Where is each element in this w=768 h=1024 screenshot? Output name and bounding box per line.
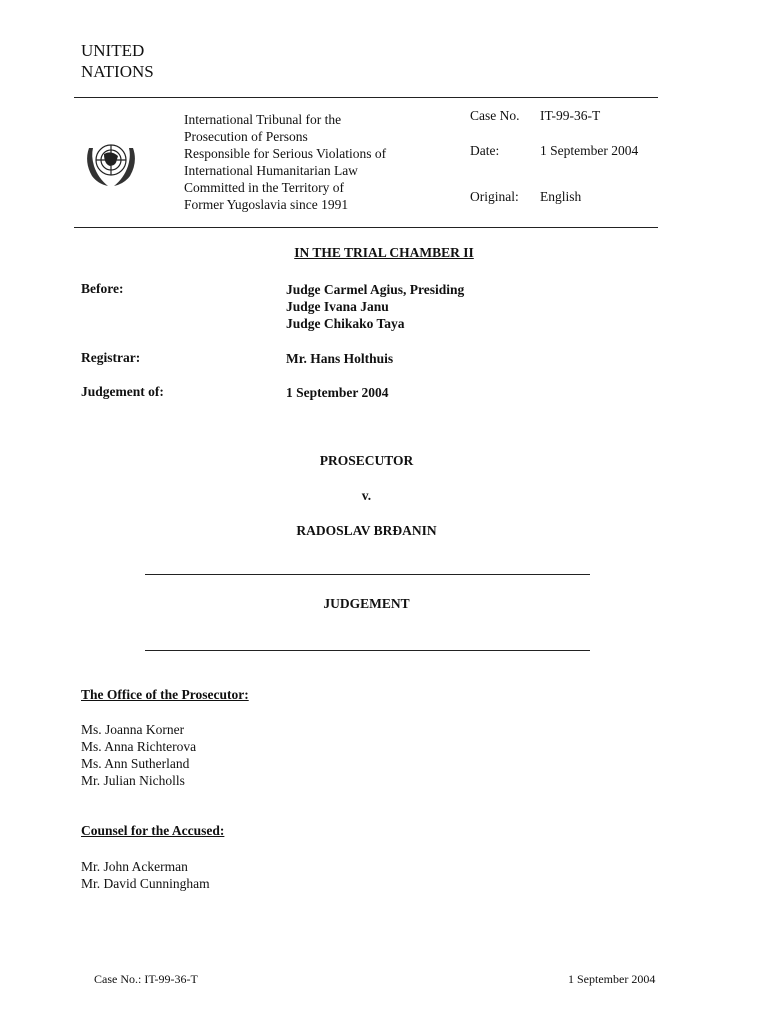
case-value: IT-99-36-T bbox=[540, 108, 601, 123]
header-top-rule bbox=[74, 97, 658, 98]
prosecutor-name: Ms. Anna Richterova bbox=[81, 739, 197, 754]
prosecutor-name: Mr. Julian Nicholls bbox=[81, 773, 185, 788]
judges-list bbox=[286, 281, 464, 332]
judgement-date-label: Judgement of: bbox=[81, 384, 164, 399]
prosecutor-party: PROSECUTOR bbox=[319, 453, 414, 468]
org-line-2: NATIONS bbox=[81, 62, 154, 81]
accused-party: RADOSLAV BRĐANIN bbox=[296, 523, 437, 538]
footer-date: 1 September 2004 bbox=[568, 972, 656, 986]
tribunal-line: Prosecution of Persons bbox=[184, 129, 308, 144]
date-label: Date: bbox=[470, 143, 500, 158]
case-label: Case No. bbox=[470, 108, 520, 123]
defence-heading: Counsel for the Accused: bbox=[81, 823, 225, 838]
tribunal-line: Committed in the Territory of bbox=[184, 180, 345, 195]
tribunal-line: Responsible for Serious Violations of bbox=[184, 146, 387, 161]
prosecution-heading: The Office of the Prosecutor: bbox=[81, 687, 249, 702]
footer-case-number: Case No.: IT-99-36-T bbox=[94, 972, 198, 986]
org-line-1: UNITED bbox=[81, 41, 145, 60]
versus-text: v. bbox=[361, 488, 372, 503]
defence-names bbox=[81, 858, 210, 892]
tribunal-line: International Tribunal for the bbox=[184, 112, 342, 127]
title-bottom-rule bbox=[145, 650, 590, 651]
judge-name: Judge Carmel Agius, Presiding bbox=[286, 282, 465, 297]
original-label: Original: bbox=[470, 189, 519, 204]
registrar-label: Registrar: bbox=[81, 350, 141, 365]
date-value: 1 September 2004 bbox=[540, 143, 639, 158]
counsel-name: Mr. David Cunningham bbox=[81, 876, 210, 891]
judge-name: Judge Ivana Janu bbox=[286, 299, 389, 314]
chamber-text: IN THE TRIAL CHAMBER II bbox=[294, 245, 474, 260]
judge-name: Judge Chikako Taya bbox=[286, 316, 405, 331]
judgement-date-value: 1 September 2004 bbox=[286, 385, 389, 400]
tribunal-line: Former Yugoslavia since 1991 bbox=[184, 197, 349, 212]
header-bottom-rule bbox=[74, 227, 658, 228]
title-top-rule bbox=[145, 574, 590, 575]
prosecutor-name: Ms. Ann Sutherland bbox=[81, 756, 190, 771]
prosecutor-name: Ms. Joanna Korner bbox=[81, 722, 185, 737]
un-emblem-icon bbox=[80, 134, 142, 190]
chamber-heading bbox=[0, 245, 768, 261]
tribunal-line: International Humanitarian Law bbox=[184, 163, 358, 178]
before-label: Before: bbox=[81, 281, 124, 296]
original-value: English bbox=[540, 189, 582, 204]
registrar-value: Mr. Hans Holthuis bbox=[286, 351, 394, 366]
tribunal-name bbox=[184, 111, 454, 213]
document-title: JUDGEMENT bbox=[323, 596, 410, 611]
org-title bbox=[81, 40, 154, 82]
prosecution-names bbox=[81, 721, 196, 789]
counsel-name: Mr. John Ackerman bbox=[81, 859, 188, 874]
